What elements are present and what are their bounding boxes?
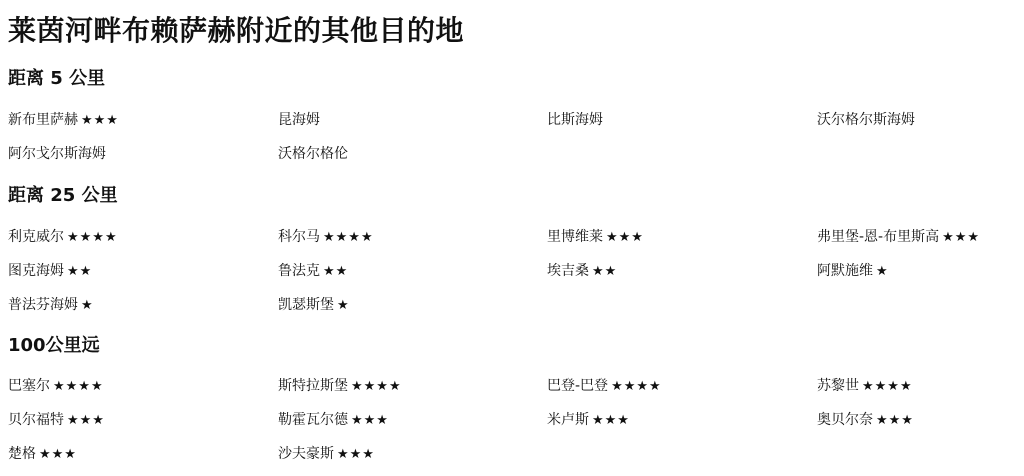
destination-link[interactable] — [547, 408, 630, 432]
destination-name: 弗里堡-恩-布里斯高 — [817, 229, 940, 245]
destination-row — [0, 259, 1024, 293]
destination-grid-5km — [0, 108, 1024, 176]
destination-link[interactable] — [8, 108, 119, 132]
destination-link[interactable] — [8, 408, 105, 432]
star-rating: ★★ — [67, 264, 93, 279]
star-rating: ★★★ — [876, 413, 914, 428]
destination-name: 鲁法克 — [278, 263, 320, 279]
destination-grid-25km — [0, 225, 1024, 327]
page-title: 莱茵河畔布赖萨赫附近的其他目的地 — [8, 14, 465, 47]
destination-name: 奥贝尔奈 — [817, 412, 873, 428]
star-rating: ★ — [876, 264, 889, 279]
star-rating: ★★★ — [39, 447, 77, 462]
destination-name: 利克威尔 — [8, 229, 64, 245]
destination-link[interactable] — [8, 142, 109, 166]
destination-link[interactable] — [547, 225, 644, 249]
destination-name: 米卢斯 — [547, 412, 589, 428]
destination-link[interactable] — [817, 225, 980, 249]
star-rating: ★★★★ — [67, 230, 118, 245]
star-rating: ★★★ — [606, 230, 644, 245]
destination-name: 巴登-巴登 — [547, 378, 609, 394]
destination-link[interactable] — [8, 259, 92, 283]
destination-name: 阿默施维 — [817, 263, 873, 279]
star-rating: ★★★★ — [611, 379, 662, 394]
destination-link[interactable] — [278, 108, 323, 132]
star-rating: ★★★★ — [53, 379, 104, 394]
destination-name: 沃尔格尔斯海姆 — [817, 112, 915, 128]
destination-link[interactable] — [817, 259, 889, 283]
destination-link[interactable] — [817, 374, 913, 398]
destination-link[interactable] — [278, 142, 351, 166]
section-title-5km: 距离 5 公里 — [8, 68, 106, 89]
star-rating: ★★★★ — [862, 379, 913, 394]
destination-link[interactable] — [278, 225, 374, 249]
destination-name: 凯瑟斯堡 — [278, 297, 334, 313]
destination-link[interactable] — [278, 374, 402, 398]
destination-name: 勒霍瓦尔德 — [278, 412, 348, 428]
destination-name: 比斯海姆 — [547, 112, 603, 128]
destination-name: 新布里萨赫 — [8, 112, 78, 128]
destination-row — [0, 442, 1024, 476]
destination-link[interactable] — [278, 259, 348, 283]
star-rating: ★★★★ — [351, 379, 402, 394]
star-rating: ★★★★ — [323, 230, 374, 245]
destination-link[interactable] — [547, 108, 606, 132]
destination-row — [0, 142, 1024, 176]
destination-link[interactable] — [8, 293, 94, 317]
destination-name: 沃格尔格伦 — [278, 146, 348, 162]
destination-row — [0, 408, 1024, 442]
star-rating: ★ — [337, 298, 350, 313]
destination-link[interactable] — [278, 442, 375, 466]
destination-name: 阿尔戈尔斯海姆 — [8, 146, 106, 162]
star-rating: ★★★ — [942, 230, 981, 245]
star-rating: ★★★ — [351, 413, 389, 428]
destination-grid-100km — [0, 374, 1024, 476]
star-rating: ★★★ — [592, 413, 630, 428]
destination-link[interactable] — [8, 374, 104, 398]
destination-row — [0, 108, 1024, 142]
destination-name: 科尔马 — [278, 229, 320, 245]
star-rating: ★★★ — [67, 413, 105, 428]
destination-name: 埃吉桑 — [547, 263, 589, 279]
destination-name: 普法芬海姆 — [8, 297, 78, 313]
destination-name: 贝尔福特 — [8, 412, 64, 428]
destination-row — [0, 293, 1024, 327]
destination-link[interactable] — [8, 442, 77, 466]
destination-name: 沙夫豪斯 — [278, 446, 334, 462]
destination-link[interactable] — [547, 259, 617, 283]
destination-name: 巴塞尔 — [8, 378, 50, 394]
destination-name: 斯特拉斯堡 — [278, 378, 348, 394]
destination-row — [0, 374, 1024, 408]
star-rating: ★★★ — [81, 113, 119, 128]
destination-link[interactable] — [8, 225, 118, 249]
destination-name: 里博维莱 — [547, 229, 603, 245]
destination-link[interactable] — [547, 374, 662, 398]
star-rating: ★ — [81, 298, 94, 313]
destination-name: 苏黎世 — [817, 378, 859, 394]
destination-link[interactable] — [278, 293, 350, 317]
destination-link[interactable] — [278, 408, 389, 432]
destination-link[interactable] — [817, 108, 918, 132]
section-title-100km: 100公里远 — [8, 335, 100, 356]
star-rating: ★★★ — [337, 447, 375, 462]
star-rating: ★★ — [592, 264, 618, 279]
destination-row — [0, 225, 1024, 259]
destination-name: 楚格 — [8, 446, 36, 462]
section-title-25km: 距离 25 公里 — [8, 185, 118, 206]
star-rating: ★★ — [323, 264, 349, 279]
destination-name: 昆海姆 — [278, 112, 320, 128]
destination-link[interactable] — [817, 408, 914, 432]
destination-name: 图克海姆 — [8, 263, 64, 279]
